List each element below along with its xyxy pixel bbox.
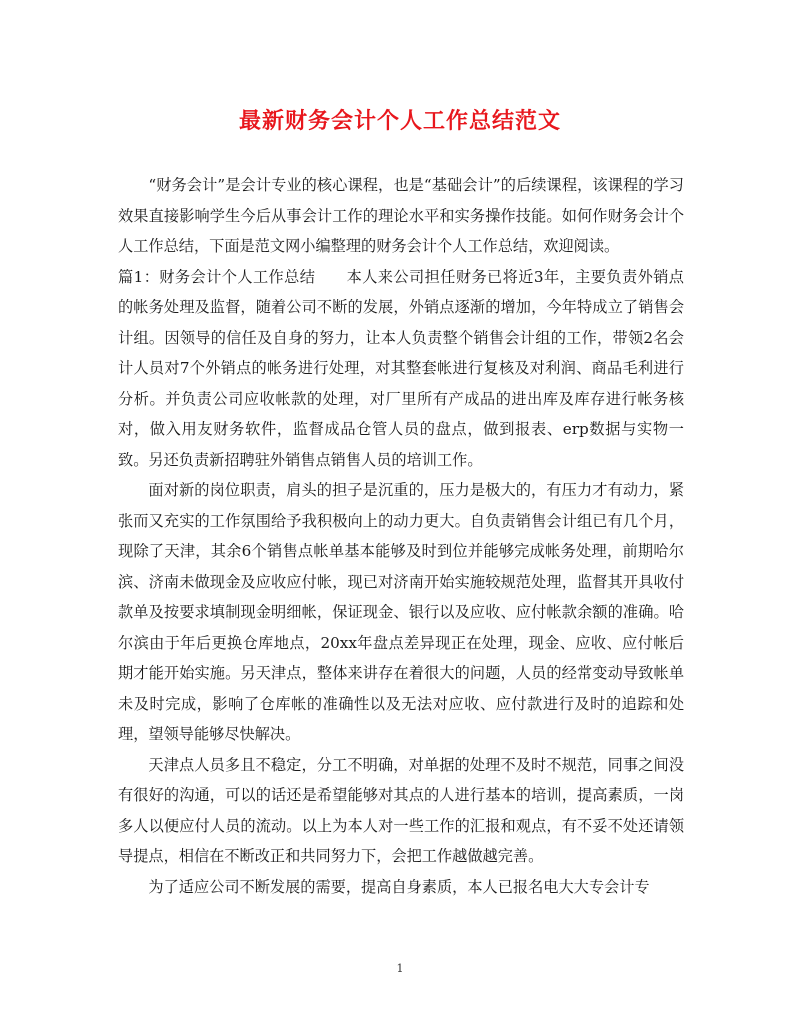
document-body	[118, 170, 684, 902]
document-title: 最新财务会计个人工作总结范文	[238, 109, 561, 134]
paragraph-intro: “财务会计”是会计专业的核心课程，也是“基础会计”的后续课程，该课程的学习效果直接影响学生今后从事会计工作的理论水平和实务操作技能。如何作财务会计个人工作总结，下面是范文网小编整理的财务会计个人工作总结，欢迎阅读。	[118, 176, 684, 255]
paragraph-new-duties: 面对新的岗位职责，肩头的担子是沉重的，压力是极大的，有压力才有动力，紧张而又充实的工作氛围给予我积极向上的动力更大。自负责销售会计组已有几个月，现除了天津，其余6个销售点帐单基本能够及时到位并能够完成帐务处理，前期哈尔滨、济南未做现金及应收应付帐，现已对济南开始实施较规范处理，监督其开具收付款单及按要求填制现金明细帐，保证现金、银行以及应收、应付帐款余额的准确。哈尔滨由于年后更换仓库地点，20xx年盘点差异现正在处理，现金、应收、应付帐后期才能开始实施。另天津点，整体来讲存在着很大的问题，人员的经常变动导致帐单未及时完成，影响了仓库帐的准确性以及无法对应收、应付款进行及时的追踪和处理，望领导能够尽快解决。	[118, 481, 684, 743]
paragraph-tianjin: 天津点人员多且不稳定，分工不明确，对单据的处理不及时不规范，同事之间没有很好的沟通，可以的话还是希望能够对其点的人进行基本的培训，提高素质，一岗多人以便应付人员的流动。以上为本人对一些工作的汇报和观点，有不妥不处还请领导提点，相信在不断改正和共同努力下，会把工作越做越完善。	[118, 755, 684, 865]
page-number: 1	[396, 962, 404, 975]
paragraph-section-1: 篇1：财务会计个人工作总结 本人来公司担任财务已将近3年，主要负责外销点的帐务处理及监督，随着公司不断的发展，外销点逐渐的增加，今年特成立了销售会计组。因领导的信任及自身的努力，让本人负责整个销售会计组的工作，带领2名会计人员对7个外销点的帐务进行处理，对其整套帐进行复核及对利润、商品毛利进行分析。并负责公司应收帐款的处理，对厂里所有产成品的进出库及库存进行帐务核对，做入用友财务软件，监督成品仓管人员的盘点，做到报表、erp数据与实物一致。另还负责新招聘驻外销售点销售人员的培训工作。	[118, 267, 684, 469]
paragraph-self-improvement: 为了适应公司不断发展的需要，提高自身素质，本人已报名电大大专会计专	[148, 877, 650, 896]
